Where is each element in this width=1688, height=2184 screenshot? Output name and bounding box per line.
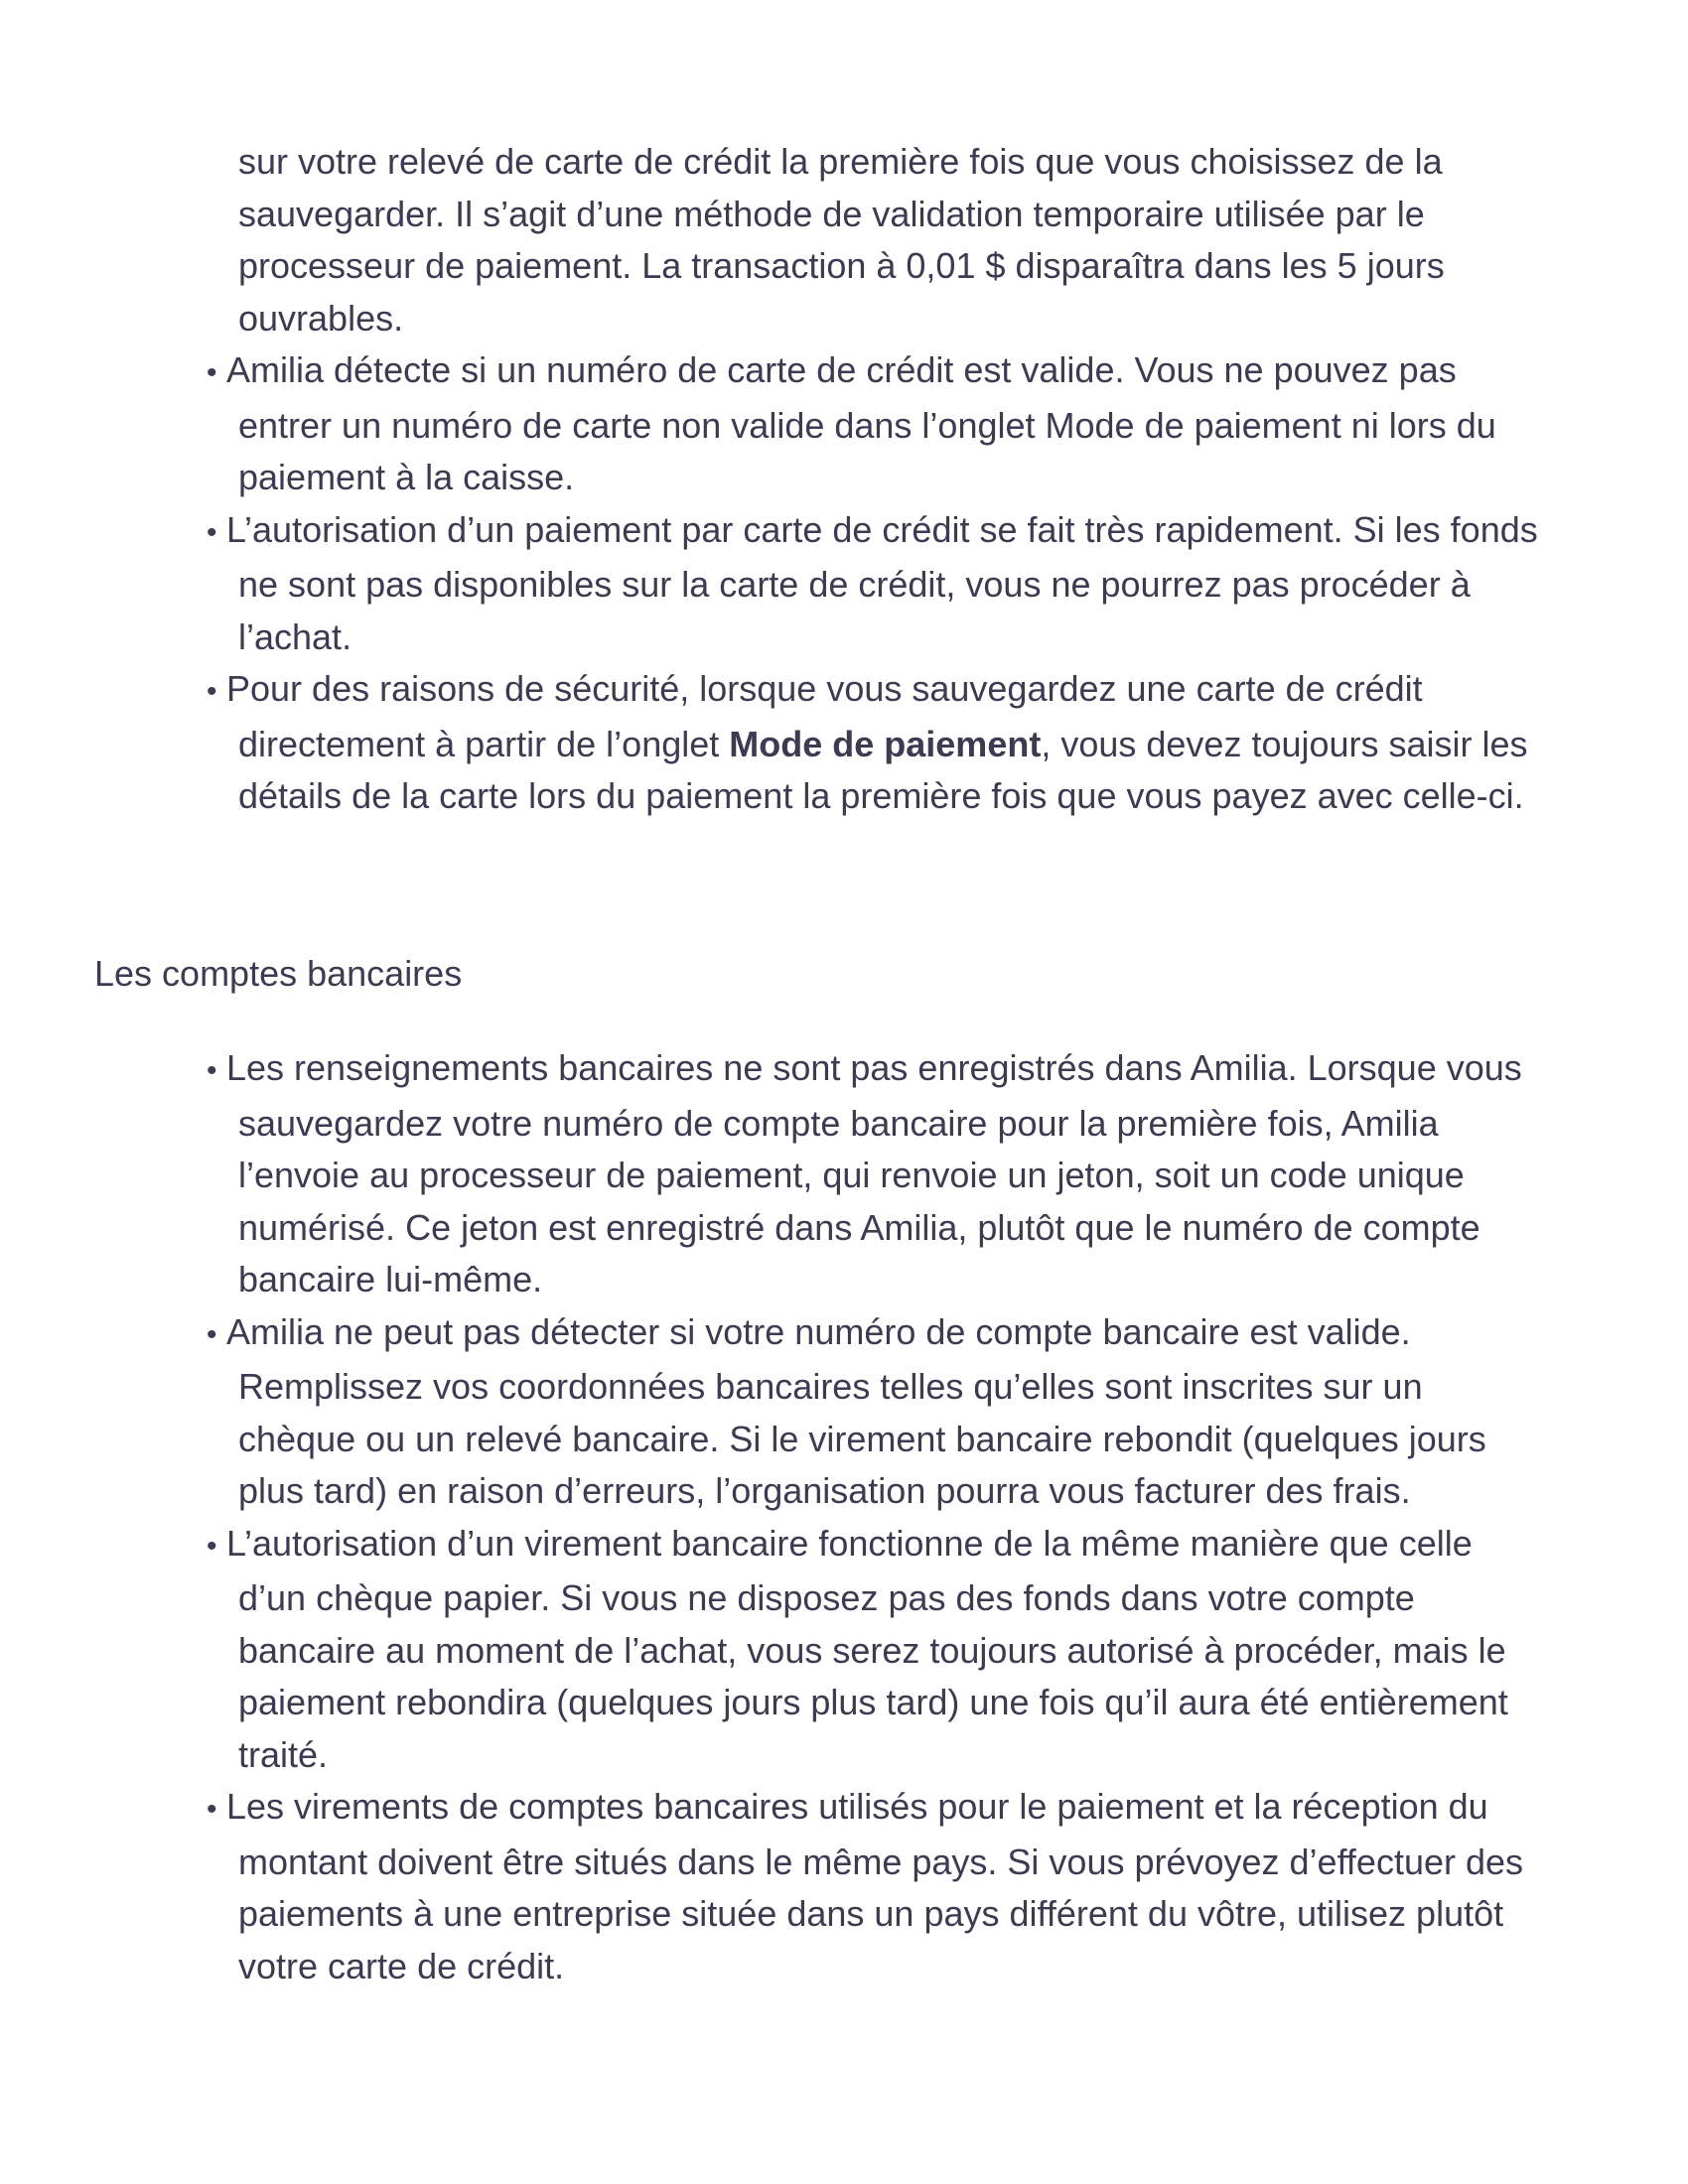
bullet-icon: • [207,1317,217,1351]
bullet-icon: • [207,1793,217,1826]
list-item [179,1518,1549,1782]
credit-card-notes [179,136,1549,823]
list-item [179,663,1549,823]
list-item-text-after: , vous devez toujours saisir les détails de la carte lors du paiement la première fois que vous payez avec celle-ci. [238,723,1528,816]
list-item [179,1042,1549,1306]
list-item [179,504,1549,664]
list-item-text: Les renseignements bancaires ne sont pas enregistrés dans Amilia. Lorsque vous sauvegardez votre numéro de compte bancaire pour la première fois, Amilia l’envoie au processeur de paiement, qui renvoie un jeton, soit un code unique numérisé. Ce jeton est enregistré dans Amilia, plutôt que le numéro de compte bancaire lui-même. [226,1047,1522,1299]
list-item-text: Les virements de comptes bancaires utilisés pour le paiement et la réception du montant doivent être situés dans le même pays. Si vous prévoyez d’effectuer des paiements à une entreprise située dans un pays différent du vôtre, utilisez plutôt votre carte de crédit. [226,1786,1524,1986]
section-heading: Les comptes bancaires [94,953,463,994]
list-item-text: Amilia détecte si un numéro de carte de crédit est valide. Vous ne pouvez pas entrer un numéro de carte non valide dans l’onglet Mode de paiement ni lors du paiement à la caisse. [226,349,1496,497]
bullet-icon: • [207,356,217,389]
bold-term: Mode de paiement [729,723,1042,764]
list-item-text: Amilia ne peut pas détecter si votre numéro de compte bancaire est valide. Remplissez vos coordonnées bancaires telles qu’elles sont inscrites sur un chèque ou un relevé bancaire. Si le virement bancaire rebondit (quelques jours plus tard) en raison d’erreurs, l’organisation pourra vous facturer des frais. [226,1310,1486,1511]
bullet-icon: • [207,515,217,549]
list-item-text-before: Pour des raisons de sécurité, lorsque vous sauvegardez une carte de crédit directement à partir de l’onglet [226,668,1423,764]
list-item-text: L’autorisation d’un paiement par carte de crédit se fait très rapidement. Si les fonds ne sont pas disponibles sur la carte de crédit, vous ne pourrez pas procéder à l’achat. [226,508,1538,657]
bullet-icon: • [207,1054,217,1087]
bullet-icon: • [207,675,217,708]
list-item-text: L’autorisation d’un virement bancaire fonctionne de la même manière que celle d’un chèque papier. Si vous ne disposez pas des fonds dans votre compte bancaire au moment de l’achat, vous serez toujours autorisé à procéder, mais le paiement rebondira (quelques jours plus tard) une fois qu’il aura été entièrement traité. [226,1522,1508,1775]
bank-account-notes [179,1042,1549,1992]
bullet-icon: • [207,1529,217,1563]
continuation-paragraph: sur votre relevé de carte de crédit la première fois que vous choisissez de la sauvegarder. Il s’agit d’une méthode de validation temporaire utilisée par le processeur de paiement. La transaction à 0,01 $ disparaîtra dans les 5 jours ouvrables. [238,141,1445,339]
list-item [179,344,1549,504]
list-item [179,1781,1549,1992]
list-item [179,1306,1549,1518]
